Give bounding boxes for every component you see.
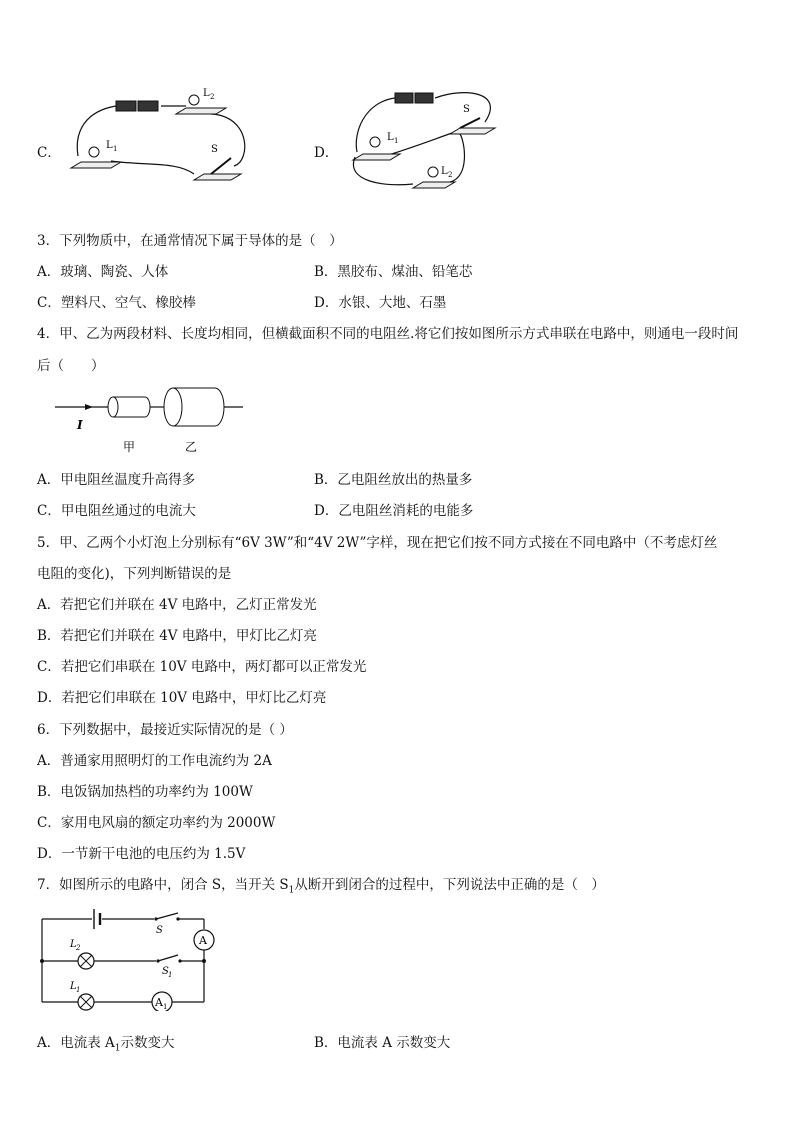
q7-option-a-pre: A．电流表 A bbox=[37, 1035, 115, 1051]
q7-switch-s1-sub: 1 bbox=[168, 971, 173, 979]
q7-option-a bbox=[37, 1031, 175, 1054]
lamp-l1-sub: 1 bbox=[113, 145, 118, 153]
lamp-l1-label: L bbox=[106, 140, 113, 151]
question-5-stem-line1: 5．甲、乙两个小灯泡上分别标有“6V 3W”和“4V 2W”字样，现在把它们按不同方式接在不同电路中（不考虑灯丝 bbox=[37, 535, 718, 551]
switch-s-label-d: S bbox=[463, 104, 470, 115]
question-4-stem-line1: 4．甲、乙为两段材料、长度均相同，但横截面积不同的电阻丝.将它们按如图所示方式串联在电路中，则通电一段时间 bbox=[37, 326, 739, 342]
circuit-figure-d bbox=[345, 82, 525, 194]
q7-switch-s1-label: S bbox=[162, 966, 169, 977]
ammeter-a1-sub: 1 bbox=[163, 1003, 168, 1011]
question-6-stem: 6．下列数据中，最接近实际情况的是（ ） bbox=[37, 722, 293, 738]
lamp-l2-sub-d: 2 bbox=[448, 171, 453, 179]
lamp-l2-label-d: L bbox=[441, 166, 448, 177]
lamp-l1-label-d: L bbox=[387, 132, 394, 143]
q5-option-c: C．若把它们串联在 10V 电路中，两灯都可以正常发光 bbox=[37, 659, 367, 675]
q7-l2-label: L bbox=[70, 939, 77, 950]
q7-l1-sub: 1 bbox=[76, 986, 81, 994]
option-d-label: D． bbox=[314, 145, 339, 161]
resistor-wire-figure bbox=[55, 385, 245, 455]
q5-option-b: B．若把它们并联在 4V 电路中，甲灯比乙灯亮 bbox=[37, 628, 317, 644]
q6-option-a: A．普通家用照明灯的工作电流约为 2A bbox=[37, 753, 272, 769]
q7-l1-label: L bbox=[70, 981, 77, 992]
q7-option-b: B．电流表 A 示数变大 bbox=[314, 1035, 451, 1051]
current-label: I bbox=[77, 418, 83, 432]
q4-option-d: D．乙电阻丝消耗的电能多 bbox=[314, 503, 474, 519]
q7-stem-post: 从断开到闭合的过程中，下列说法中正确的是（ ） bbox=[294, 877, 605, 893]
circuit-figure-c bbox=[66, 86, 256, 186]
q6-option-b: B．电饭锅加热档的功率约为 100W bbox=[37, 784, 253, 800]
q7-option-a-sub: 1 bbox=[114, 1043, 121, 1054]
question-7-stem bbox=[37, 873, 605, 896]
q3-option-a: A．玻璃、陶瓷、人体 bbox=[37, 264, 169, 280]
q4-option-c: C．甲电阻丝通过的电流大 bbox=[37, 503, 196, 519]
q7-switch-s-label: S bbox=[156, 925, 163, 936]
switch-s-label: S bbox=[211, 144, 218, 155]
q7-stem-pre: 7．如图所示的电路中，闭合 S，当开关 S bbox=[37, 877, 289, 893]
lamp-l1-sub-d: 1 bbox=[394, 137, 399, 145]
q4-option-b: B．乙电阻丝放出的热量多 bbox=[314, 472, 473, 488]
q7-option-a-post: 示数变大 bbox=[120, 1035, 175, 1051]
q3-option-c: C．塑料尺、空气、橡胶棒 bbox=[37, 295, 196, 311]
q4-option-a: A．甲电阻丝温度升高得多 bbox=[37, 472, 196, 488]
question-5-stem-line2: 电阻的变化)，下列判断错误的是 bbox=[37, 566, 232, 582]
question-4-stem-line2: 后（ ） bbox=[37, 358, 105, 374]
q7-stem-sub: 1 bbox=[288, 885, 295, 896]
q6-option-d: D．一节新干电池的电压约为 1.5V bbox=[37, 846, 246, 862]
q7-l2-sub: 2 bbox=[76, 944, 81, 952]
question-3-stem: 3．下列物质中，在通常情况下属于导体的是（ ） bbox=[37, 233, 343, 249]
lamp-l2-sub: 2 bbox=[210, 93, 215, 101]
label-jia: 甲 bbox=[123, 440, 136, 454]
circuit-diagram-q7 bbox=[38, 903, 223, 1011]
q5-option-a: A．若把它们并联在 4V 电路中，乙灯正常发光 bbox=[37, 597, 317, 613]
option-c-label: C． bbox=[37, 145, 61, 161]
q6-option-c: C．家用电风扇的额定功率约为 2000W bbox=[37, 815, 276, 831]
ammeter-a1-label: A bbox=[155, 996, 163, 1009]
q3-option-b: B．黑胶布、煤油、铅笔芯 bbox=[314, 264, 473, 280]
label-yi: 乙 bbox=[185, 440, 198, 454]
ammeter-a-label: A bbox=[199, 934, 207, 947]
lamp-l2-label: L bbox=[203, 88, 210, 99]
q3-option-d: D．水银、大地、石墨 bbox=[314, 295, 447, 311]
q5-option-d: D．若把它们串联在 10V 电路中，甲灯比乙灯亮 bbox=[37, 690, 327, 706]
